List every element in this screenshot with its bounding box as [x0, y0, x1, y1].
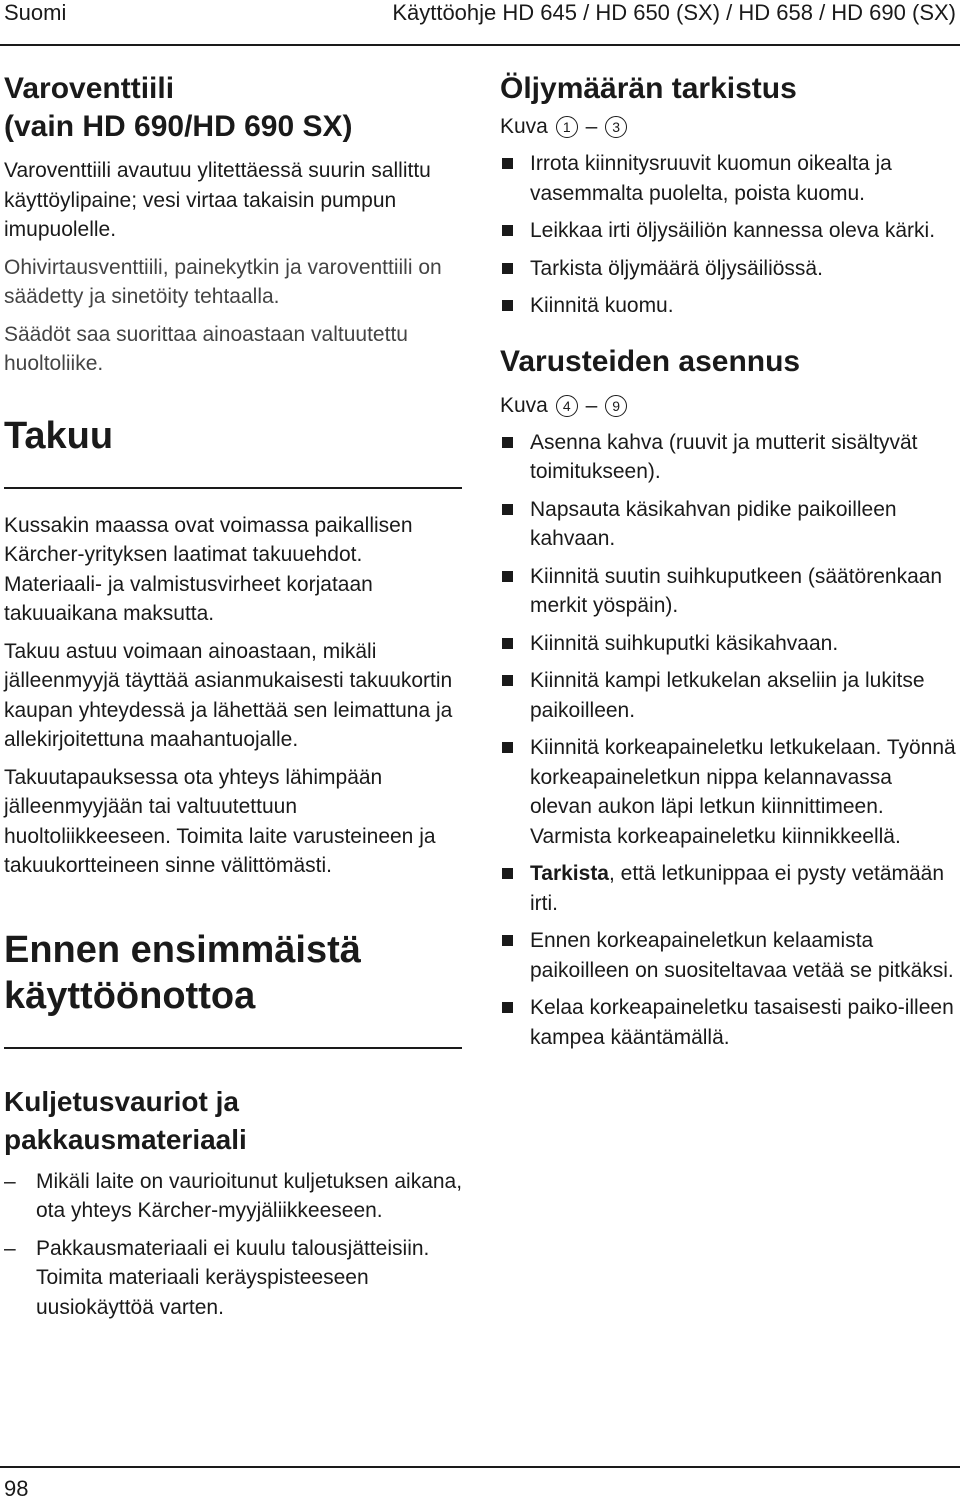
list-item-text: Kelaa korkeapaineletku tasaisesti paiko-illeen kampea kääntämällä.	[530, 996, 954, 1049]
safety-valve-paragraph: Säädöt saa suorittaa ainoastaan valtuutettu huoltoliike.	[4, 322, 408, 375]
list-item	[500, 254, 956, 284]
oil-check-section	[500, 70, 956, 321]
list-item	[500, 149, 956, 208]
figure-dash: –	[585, 393, 598, 417]
list-item	[4, 1167, 464, 1226]
header-rule	[0, 44, 960, 46]
list-item	[500, 495, 956, 554]
list-item-text: Kiinnitä kampi letkukelan akseliin ja lukitse paikoilleen.	[530, 669, 925, 722]
safety-valve-paragraph: Ohivirtausventtiili, painekytkin ja varoventtiili on säädetty ja sinetöity tehtaalla.	[4, 255, 442, 308]
square-bullet-icon	[502, 504, 513, 515]
section-rule	[4, 1047, 462, 1049]
square-bullet-icon	[502, 571, 513, 582]
page-number: 98	[4, 1476, 29, 1501]
square-bullet-icon	[502, 638, 513, 649]
list-item-text: Napsauta käsikahvan pidike paikoilleen kahvaan.	[530, 497, 897, 550]
list-item-text: , että letkunippaa ei pysty vetämään irti.	[530, 862, 945, 915]
list-item-bold-text: Tarkista	[530, 862, 609, 885]
square-bullet-icon	[502, 300, 513, 311]
list-item	[500, 733, 956, 851]
figure-reference	[500, 112, 956, 141]
header-language: Suomi	[4, 0, 67, 25]
list-item-text: Asenna kahva (ruuvit ja mutterit sisältyvät toimitukseen).	[530, 430, 918, 483]
list-item	[500, 291, 956, 321]
transport-heading-line1: Kuljetusvauriot ja	[4, 1085, 239, 1117]
header-manual-title: Käyttöohje HD 645 / HD 650 (SX) / HD 658 / HD 690 (SX)	[392, 0, 956, 25]
list-item-text: Ennen korkeapaineletkun kelaamista paikoilleen on suositeltavaa vetää se pitkäksi.	[530, 929, 954, 982]
list-item-text: Tarkista öljymäärä öljysäiliössä.	[530, 256, 823, 280]
square-bullet-icon	[502, 437, 513, 448]
accessories-section	[500, 343, 956, 1053]
list-item	[500, 859, 956, 918]
square-bullet-icon	[502, 935, 513, 946]
square-bullet-icon	[502, 675, 513, 686]
list-item	[500, 666, 956, 725]
square-bullet-icon	[502, 868, 513, 879]
safety-valve-heading-line2: (vain HD 690/HD 690 SX)	[4, 110, 353, 143]
list-item-text: Kiinnitä kuomu.	[530, 294, 674, 317]
list-item-text: Pakkausmateriaali ei kuulu talousjätteisiin. Toimita materiaali keräyspisteeseen uusiokäyttöä varten.	[36, 1236, 430, 1319]
before-first-use-section	[4, 927, 464, 1049]
square-bullet-icon	[502, 742, 513, 753]
transport-section	[4, 1083, 464, 1323]
square-bullet-icon	[502, 1002, 513, 1013]
list-item-text: Kiinnitä korkeapaineletku letkukelaan. Työnnä korkeapaineletkun nippa kelannavassa olevan aukon läpi letkun kiinnittimeen. Varmista korkeapaineletku kiinnikkeellä.	[530, 736, 956, 848]
before-first-use-heading-line2: käyttöönottoa	[4, 974, 256, 1017]
dash-bullet: –	[4, 1236, 16, 1260]
left-column	[4, 70, 464, 1322]
list-item-text: Leikkaa irti öljysäiliön kannessa oleva kärki.	[530, 219, 936, 242]
list-item	[500, 926, 956, 985]
safety-valve-paragraph: Varoventtiili avautuu ylitettäessä suurin sallittu käyttöylipaine; vesi virtaa takaisin pumpun imupuolelle.	[4, 159, 431, 241]
square-bullet-icon	[502, 225, 513, 236]
dash-bullet: –	[4, 1169, 16, 1193]
safety-valve-heading	[4, 70, 464, 146]
figure-prefix: Kuva	[500, 393, 548, 417]
oil-check-list	[500, 149, 956, 321]
warranty-paragraph: Takuutapauksessa ota yhteys lähimpään jälleenmyyjään tai valtuutettuun huoltoliikkeeseen. Toimita laite varusteineen ja takuukortteineen sinne välittömästi.	[4, 765, 436, 877]
warranty-paragraph: Kussakin maassa ovat voimassa paikallisen Kärcher-yrityksen laatimat takuuehdot. Materiaali- ja valmistusvirheet korjataan takuuaikana maksutta.	[4, 513, 413, 625]
safety-valve-section	[4, 70, 464, 379]
list-item	[500, 428, 956, 487]
list-item	[500, 629, 956, 659]
list-item-text: Kiinnitä suihkuputki käsikahvaan.	[530, 631, 839, 655]
right-column	[500, 70, 956, 1052]
warranty-section	[4, 413, 464, 881]
list-item-text: Mikäli laite on vaurioitunut kuljetuksen aikana, ota yhteys Kärcher-myyjäliikkeeseen.	[36, 1169, 463, 1222]
square-bullet-icon	[502, 263, 513, 274]
transport-list	[4, 1167, 464, 1323]
page-footer	[0, 1462, 960, 1502]
oil-check-heading: Öljymäärän tarkistus	[500, 72, 797, 105]
warranty-heading: Takuu	[4, 414, 114, 457]
safety-valve-heading-line1: Varoventtiili	[4, 72, 175, 105]
page-header	[0, 0, 960, 44]
figure-number-badge: 4	[556, 395, 578, 417]
accessories-heading: Varusteiden asennus	[500, 344, 801, 378]
transport-heading	[4, 1083, 464, 1159]
figure-number-badge: 9	[605, 395, 627, 417]
square-bullet-icon	[502, 158, 513, 169]
warranty-paragraph: Takuu astuu voimaan ainoastaan, mikäli jälleenmyyjä täyttää asianmukaisesti takuukortin kaupan yhteydessä ja lähettää sen leimattuna ja allekirjoitettuna maahantuojalle.	[4, 639, 453, 751]
list-item	[500, 216, 956, 246]
figure-reference	[500, 391, 956, 420]
section-rule	[4, 487, 462, 489]
footer-rule	[0, 1466, 960, 1468]
figure-number-badge: 3	[605, 116, 627, 138]
list-item	[4, 1234, 464, 1323]
figure-dash: –	[585, 115, 598, 138]
accessories-list	[500, 428, 956, 1053]
list-item	[500, 993, 956, 1052]
list-item-text: Kiinnitä suutin suihkuputkeen (säätörenkaan merkit yöspäin).	[530, 564, 943, 617]
list-item-text: Irrota kiinnitysruuvit kuomun oikealta ja vasemmalta puolelta, poista kuomu.	[530, 152, 892, 205]
before-first-use-heading-line1: Ennen ensimmäistä	[4, 928, 361, 971]
list-item	[500, 562, 956, 621]
before-first-use-heading	[4, 927, 464, 1019]
transport-heading-line2: pakkausmateriaali	[4, 1123, 247, 1155]
figure-number-badge: 1	[556, 116, 578, 138]
figure-prefix: Kuva	[500, 115, 548, 138]
